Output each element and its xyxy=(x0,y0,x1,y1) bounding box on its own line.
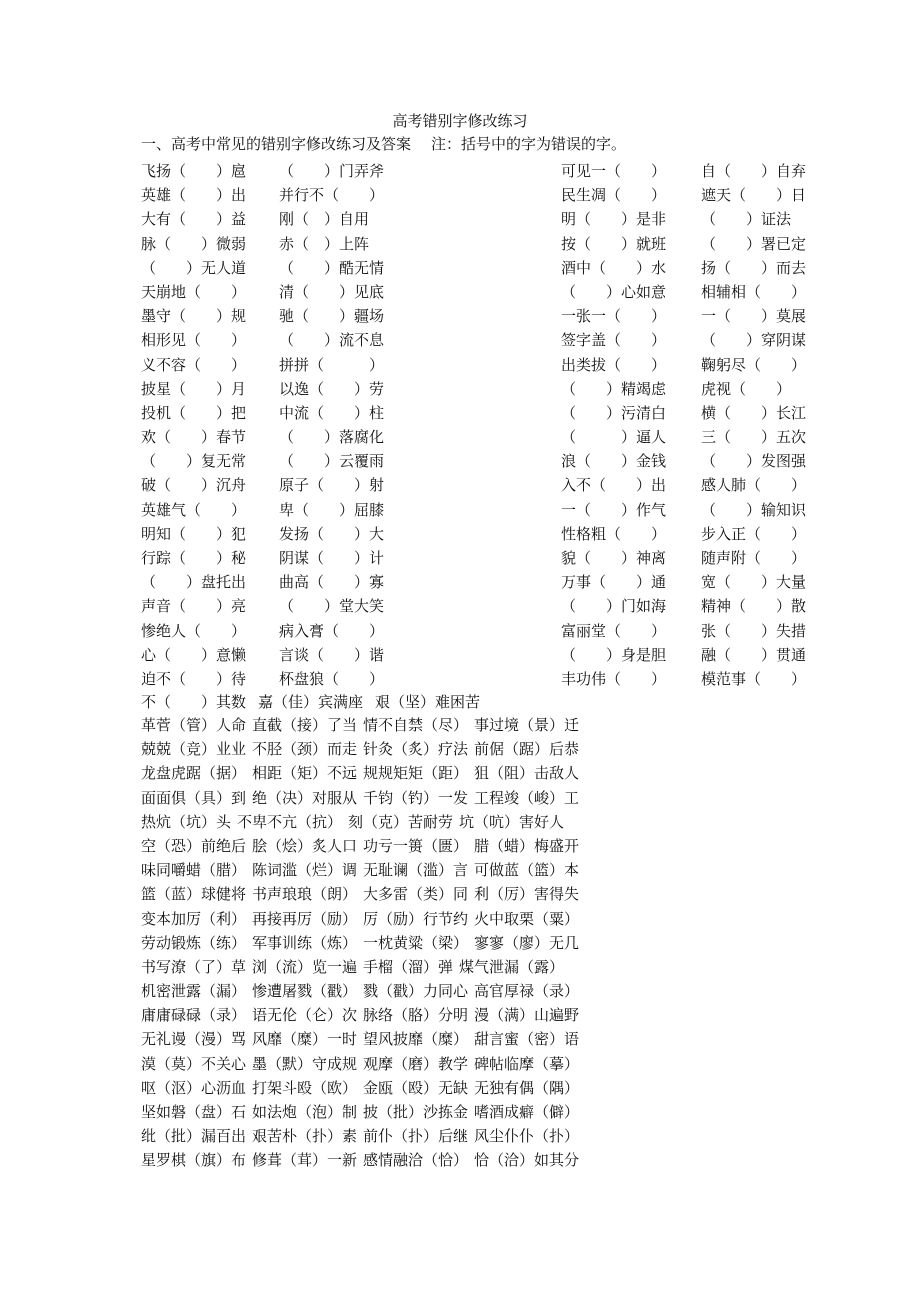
answer-item: 陈词滥（烂）调 xyxy=(252,861,358,880)
answer-item: 热炕（坑）头 xyxy=(141,812,232,831)
answer-item: 直截（接）了当 xyxy=(252,716,358,734)
answer-item: 嗜酒成癖（僻） xyxy=(474,1103,580,1121)
answer-row xyxy=(141,1124,585,1148)
answer-item: 无礼谩（漫）骂 xyxy=(141,1030,247,1049)
exercise-item: （ ）穿阴谋 xyxy=(701,331,807,350)
exercise-item: （ ）无人道 xyxy=(141,258,247,277)
exercise-item: 心（ ）意懒 xyxy=(141,645,247,664)
answer-item: 规规矩矩（距） xyxy=(363,764,469,783)
answer-row xyxy=(141,1148,585,1172)
exercise-item: 性格粗（ ） xyxy=(561,524,667,543)
exercise-item: 行踪（ ）秘 xyxy=(141,549,247,567)
exercise-item: 出类拔（ ） xyxy=(561,355,667,374)
section-intro xyxy=(141,133,626,155)
exercise-item: 拼拼（ ） xyxy=(279,355,385,374)
answer-item: 事过境（景）迁 xyxy=(474,716,580,734)
exercise-item: 清（ ）见底 xyxy=(279,282,385,301)
exercise-item: 融（ ）贯通 xyxy=(701,645,807,664)
exercise-item: 发扬（ ）大 xyxy=(279,524,385,543)
answer-item: 星罗棋（旗）布 xyxy=(141,1151,247,1170)
exercise-row xyxy=(141,690,492,714)
answer-item: 风靡（糜）一时 xyxy=(252,1030,358,1049)
answer-row xyxy=(141,955,585,979)
exercise-item: 扬（ ）而去 xyxy=(701,258,807,277)
answer-item: 脍（烩）炙人口 xyxy=(252,836,358,855)
exercise-item: 张（ ）失措 xyxy=(701,621,807,640)
exercise-item: （ ）堂大笑 xyxy=(279,597,385,616)
answer-row xyxy=(141,1100,585,1124)
exercise-item: 杯盘狼（ ） xyxy=(279,669,385,688)
answer-row xyxy=(141,786,585,810)
answer-list xyxy=(141,713,585,1173)
exercise-item: 惨绝人（ ） xyxy=(141,621,247,640)
answer-item: 刻（克）苦耐劳 xyxy=(348,812,454,831)
answer-item: 观摩（磨）教学 xyxy=(363,1054,469,1073)
exercise-item: 英雄（ ）出 xyxy=(141,186,247,205)
exercise-item: 随声附（ ） xyxy=(701,549,807,567)
answer-row xyxy=(141,761,585,785)
section-heading: 一、高考中常见的错别字修改练习及答案 xyxy=(141,135,412,153)
answer-item: 火中取栗（粟） xyxy=(474,909,580,928)
exercise-item: 中流（ ）柱 xyxy=(279,403,385,422)
answer-item: 手榴（溜）弹 xyxy=(363,957,454,976)
exercise-item: 万事（ ）通 xyxy=(561,573,667,592)
exercise-item: （ ）流不息 xyxy=(279,331,385,350)
exercise-item: 驰（ ）疆场 xyxy=(279,307,385,326)
answer-item: 腊（蜡）梅盛开 xyxy=(474,836,580,855)
exercise-item: （ ）输知识 xyxy=(701,500,807,519)
exercise-item: （ ）发图强 xyxy=(701,452,807,471)
exercise-item: 以逸（ ）劳 xyxy=(279,379,385,398)
exercise-item: 一（ ）莫展 xyxy=(701,307,807,326)
exercise-item: 披星（ ）月 xyxy=(141,379,247,398)
answer-row xyxy=(141,810,585,834)
answer-row xyxy=(141,1027,585,1051)
exercise-item: 浪（ ）金钱 xyxy=(561,452,667,471)
exercise-item: 大有（ ）益 xyxy=(141,210,247,229)
exercise-item: （ ）精竭虑 xyxy=(561,379,667,398)
answer-item: 修葺（茸）一新 xyxy=(252,1151,358,1170)
exercise-item: 病入膏（ ） xyxy=(279,621,385,640)
exercise-item: 貌（ ）神离 xyxy=(561,549,667,567)
answer-item: 纰（批）漏百出 xyxy=(141,1127,247,1146)
answer-item: 千钧（钓）一发 xyxy=(363,788,469,807)
answer-item: 不胫（颈）而走 xyxy=(252,740,358,759)
answer-item: 浏（流）览一遍 xyxy=(252,957,358,976)
exercise-item: 可见一（ ） xyxy=(561,162,667,180)
exercise-item: 一（ ）作气 xyxy=(561,500,667,519)
exercise-item: 义不容（ ） xyxy=(141,355,247,374)
exercise-item: 虎视（ ） xyxy=(701,379,792,398)
exercise-item: （ ）门如海 xyxy=(561,597,667,616)
answer-row xyxy=(141,979,585,1003)
exercise-item: 步入正（ ） xyxy=(701,524,807,543)
exercise-item: （ ）盘托出 xyxy=(141,573,247,592)
answer-item: 煤气泄漏（露） xyxy=(459,957,565,976)
answer-item: 书声琅琅（朗） xyxy=(252,885,358,904)
exercise-item: 丰功伟（ ） xyxy=(561,669,667,688)
answer-item: 大多雷（类）同 xyxy=(363,885,469,904)
document-title: 高考错别字修改练习 xyxy=(392,112,528,130)
answer-item: 军事训练（炼） xyxy=(252,933,358,952)
answer-item: 脉络（胳）分明 xyxy=(363,1006,469,1025)
answer-row xyxy=(141,931,585,955)
answer-item: 感情融洽（恰） xyxy=(363,1151,469,1170)
answer-item: 无耻谰（滥）言 xyxy=(363,861,469,880)
exercise-item: 明（ ）是非 xyxy=(561,210,667,229)
exercise-item: （ ）污清白 xyxy=(561,403,667,422)
answer-item: 针灸（炙）疗法 xyxy=(363,740,469,759)
exercise-item: 遮天（ ）日 xyxy=(701,186,807,205)
exercise-item: 卑（ ）屈膝 xyxy=(279,500,385,519)
answer-row xyxy=(141,1076,585,1100)
answer-item: 不卑不亢（抗） xyxy=(237,812,343,831)
exercise-item: 飞扬（ ）扈 xyxy=(141,162,247,180)
exercise-item: （ ）酷无情 xyxy=(279,258,385,277)
exercise-item: 艰（坚）难困苦 xyxy=(375,693,481,711)
exercise-item: 精神（ ）散 xyxy=(701,597,807,616)
answer-item: 呕（沤）心沥血 xyxy=(141,1078,247,1097)
exercise-item: 明知（ ）犯 xyxy=(141,524,247,543)
answer-item: 工程竣（峻）工 xyxy=(474,788,580,807)
answer-item: 前仆（扑）后继 xyxy=(363,1127,469,1146)
answer-item: 漫（满）山遍野 xyxy=(474,1006,580,1025)
exercise-item: 三（ ）五次 xyxy=(701,428,807,447)
exercise-item: （ ）署已定 xyxy=(701,234,807,253)
answer-row xyxy=(141,1003,585,1027)
answer-item: 革菅（管）人命 xyxy=(141,716,247,734)
answer-item: 狙（阻）击敌人 xyxy=(474,764,580,783)
exercise-item: （ ）身是胆 xyxy=(561,645,667,664)
exercise-item: 曲高（ ）寡 xyxy=(279,573,385,592)
answer-item: 无独有偶（隅） xyxy=(474,1078,580,1097)
answer-item: 墨（默）守成规 xyxy=(252,1054,358,1073)
exercise-item: 一张一（ ） xyxy=(561,307,667,326)
exercise-item: 民生凋（ ） xyxy=(561,186,667,205)
exercise-item: 富丽堂（ ） xyxy=(561,621,667,640)
answer-item: 坚如磐（盘）石 xyxy=(141,1103,247,1121)
answer-item: 可做蓝（篮）本 xyxy=(474,861,580,880)
exercise-item: 感人肺（ ） xyxy=(701,476,807,495)
exercise-item: 阴谋（ ）计 xyxy=(279,549,385,567)
answer-item: 味同嚼蜡（腊） xyxy=(141,861,247,880)
exercise-item: （ ）云覆雨 xyxy=(279,452,385,471)
answer-row xyxy=(141,737,585,761)
answer-item: 利（厉）害得失 xyxy=(474,885,580,904)
answer-row xyxy=(141,834,585,858)
answer-item: 龙盘虎踞（据） xyxy=(141,764,247,783)
answer-item: 打架斗殴（欧） xyxy=(252,1078,358,1097)
answer-item: 庸庸碌碌（录） xyxy=(141,1006,247,1025)
answer-item: 金瓯（殴）无缺 xyxy=(363,1078,469,1097)
answer-item: 碑帖临摩（摹） xyxy=(474,1054,580,1073)
answer-row xyxy=(141,907,585,931)
exercise-item: 欢（ ）春节 xyxy=(141,428,247,447)
exercise-item: 横（ ）长江 xyxy=(701,403,807,422)
exercise-item: 相辅相（ ） xyxy=(701,282,807,301)
answer-item: 功亏一篑（匮） xyxy=(363,836,469,855)
answer-item: 语无伦（仑）次 xyxy=(252,1006,358,1025)
exercise-item: 刚（ ）自用 xyxy=(279,210,370,229)
answer-item: 机密泄露（漏） xyxy=(141,982,247,1001)
exercise-item: （ ）复无常 xyxy=(141,452,247,471)
answer-item: 前倨（踞）后恭 xyxy=(474,740,580,759)
answer-item: 绝（决）对服从 xyxy=(252,788,358,807)
exercise-item: 酒中（ ）水 xyxy=(561,258,667,277)
exercise-item: 脉（ ）微弱 xyxy=(141,234,247,253)
exercise-item: 相形见（ ） xyxy=(141,331,247,350)
exercise-item: （ ）证法 xyxy=(701,210,792,229)
exercise-item: （ ）落腐化 xyxy=(279,428,385,447)
answer-item: 情不自禁（尽） xyxy=(363,716,469,734)
answer-item: 如法炮（泡）制 xyxy=(252,1103,358,1121)
answer-item: 坑（吭）害好人 xyxy=(459,812,565,831)
exercise-item: 入不（ ）出 xyxy=(561,476,667,495)
exercise-item: （ ）门弄斧 xyxy=(279,162,385,180)
answer-item: 再接再厉（励） xyxy=(252,909,358,928)
exercise-item: 嘉（佳）宾满座 xyxy=(258,693,364,711)
mixed-row xyxy=(141,690,492,714)
answer-item: 高官厚禄（录） xyxy=(474,982,580,1001)
answer-row xyxy=(141,1052,585,1076)
answer-item: 劳动锻炼（练） xyxy=(141,933,247,952)
exercise-item: 天崩地（ ） xyxy=(141,282,247,301)
exercise-item: 破（ ）沉舟 xyxy=(141,476,247,495)
answer-item: 惨遭屠戮（戳） xyxy=(252,982,358,1001)
exercise-item: 言谈（ ）谐 xyxy=(279,645,385,664)
exercise-item: 宽（ ）大量 xyxy=(701,573,807,592)
exercise-item: （ ）心如意 xyxy=(561,282,667,301)
answer-item: 一枕黄粱（梁） xyxy=(363,933,469,952)
exercise-item: 投机（ ）把 xyxy=(141,403,247,422)
answer-row xyxy=(141,858,585,882)
answer-item: 空（恐）前绝后 xyxy=(141,836,247,855)
exercise-item: 模范事（ ） xyxy=(701,669,807,688)
answer-item: 甜言蜜（密）语 xyxy=(474,1030,580,1049)
exercise-item: 墨守（ ）规 xyxy=(141,307,247,326)
exercise-item: 并行不（ ） xyxy=(279,186,385,205)
answer-item: 篮（蓝）球健将 xyxy=(141,885,247,904)
exercise-item: （ ）逼人 xyxy=(561,428,667,447)
exercise-item: 赤（ ）上阵 xyxy=(279,234,370,253)
exercise-item: 自（ ）自弃 xyxy=(701,162,807,180)
answer-item: 恰（洽）如其分 xyxy=(474,1151,580,1170)
exercise-item: 英雄气（ ） xyxy=(141,500,247,519)
section-note: 注：括号中的字为错误的字。 xyxy=(431,135,627,153)
exercise-item: 原子（ ）射 xyxy=(279,476,385,495)
exercise-item: 迫不（ ）待 xyxy=(141,669,247,688)
answer-item: 风尘仆仆（扑） xyxy=(474,1127,580,1146)
answer-item: 披（批）沙拣金 xyxy=(363,1103,469,1121)
exercise-item: 按（ ）就班 xyxy=(561,234,667,253)
answer-item: 相距（矩）不远 xyxy=(252,764,358,783)
exercise-item: 鞠躬尽（ ） xyxy=(701,355,807,374)
answer-item: 漠（莫）不关心 xyxy=(141,1054,247,1073)
answer-item: 书写潦（了）草 xyxy=(141,957,247,976)
answer-row xyxy=(141,713,585,737)
answer-item: 艰苦朴（扑）素 xyxy=(252,1127,358,1146)
answer-item: 变本加厉（利） xyxy=(141,909,247,928)
exercise-item: 签字盖（ ） xyxy=(561,331,667,350)
answer-item: 面面俱（具）到 xyxy=(141,788,247,807)
answer-item: 寥寥（廖）无几 xyxy=(474,933,580,952)
answer-item: 望风披靡（糜） xyxy=(363,1030,469,1049)
answer-item: 厉（励）行节约 xyxy=(363,909,469,928)
exercise-item: 声音（ ）亮 xyxy=(141,597,247,616)
answer-item: 兢兢（竞）业业 xyxy=(141,740,247,759)
answer-item: 戮（戳）力同心 xyxy=(363,982,469,1001)
answer-row xyxy=(141,882,585,906)
exercise-item: 不（ ）其数 xyxy=(141,693,247,711)
